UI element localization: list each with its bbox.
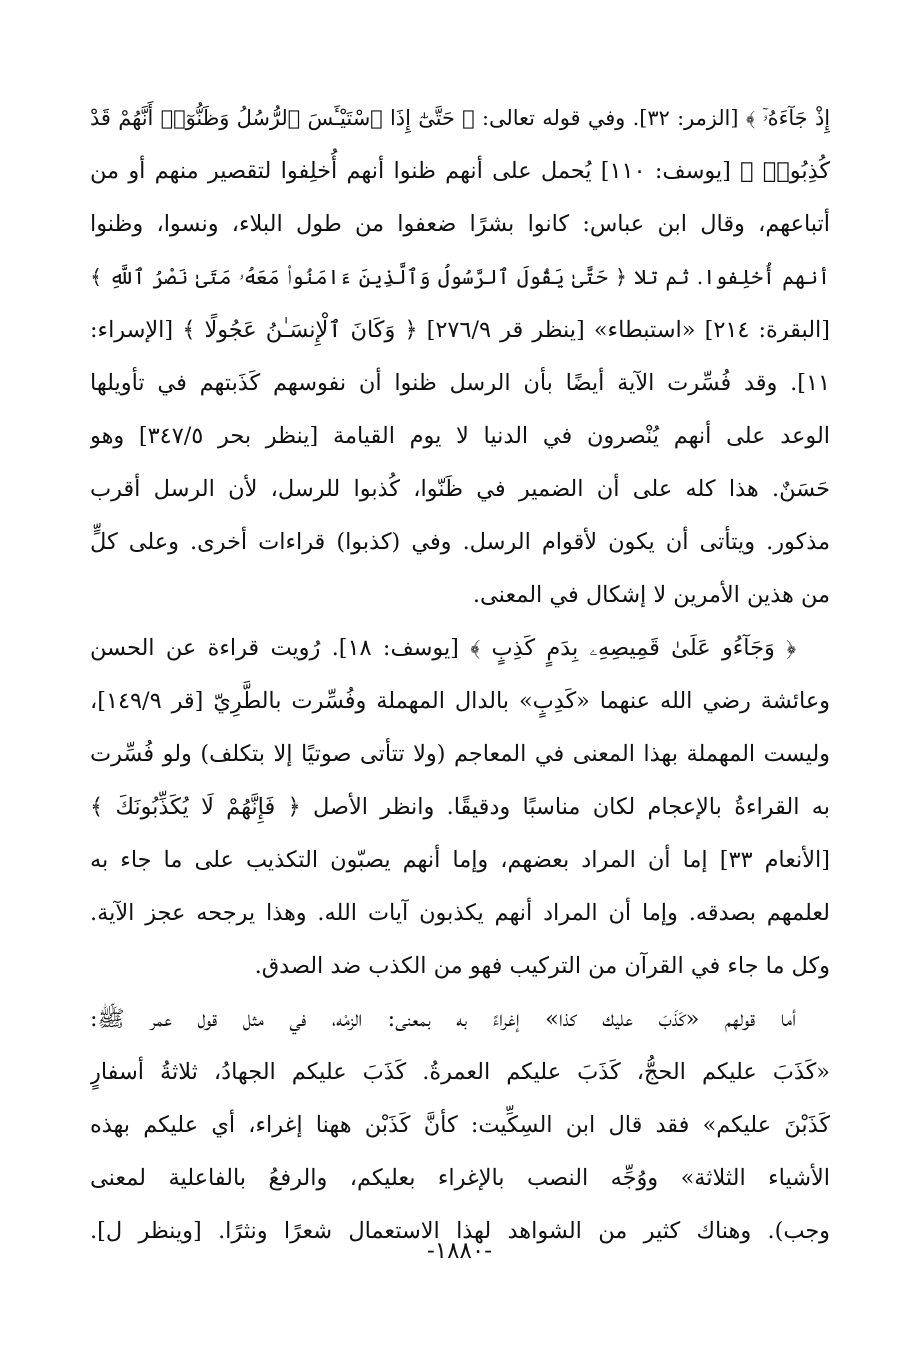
text-line: «كَذَبَ عليكم الحجُّ، كَذَبَ عليكم العمرةُ. كَذَبَ عليكم الجهادُ، ثلاثةُ أسفارٍ (90, 1059, 830, 1085)
text-line: وليست المهملة بهذا المعنى في المعاجم (ولا تتأتى صوتيًا إلا بتكلف) ولو فُسِّرت (90, 741, 830, 767)
text-line: به القراءةُ بالإعجام لكان مناسبًا ودقيقًا. وانظر الأصل ﴿ فَإِنَّهُمْ لَا يُكَذِّبُونَكَ ﴾ (90, 794, 830, 820)
text-line: أما قولهم «كَذَبَ عليك كذا» إغراءً به بمعنى: الزمْه، في مثل قول عمر ﷺ: (90, 1006, 796, 1032)
text-line: إِذْ جَآءَهُۥٓ ﴾ [الزمر: ٣٢]. وفي قوله تعالى: ﴿ حَتَّىٰٓ إِذَا ٱسْتَيْـَٔسَ ٱلرُّسُلُ وَظَنُّوٓا۟ أَنَّهُمْ قَدْ (90, 106, 830, 130)
text-line: لعلمهم بصدقه. وإما أن المراد أنهم يكذبون آيات الله. وهذا يرجحه عجز الآية. (90, 900, 830, 926)
text-line: وكل ما جاء في القرآن من التركيب فهو من الكذب ضد الصدق. (254, 953, 830, 979)
text-line: أنهم أُخلِفوا. ثم تلا ﴿ حَتَّىٰ يَقُولَ ٱلرَّسُولُ وَٱلَّذِينَ ءَامَنُوا۟ مَعَهُۥ مَتَىٰ نَصْرُ ٱللَّهِ ﴾ (90, 265, 830, 289)
text-line: وجب). وهناك كثير من الشواهد لهذا الاستعمال شعرًا ونثرًا. [وينظر ل]. (90, 1218, 830, 1244)
text-line: حَسَنٌ. هذا كله على أن الضمير في ظَنّوا، كُذبوا للرسل، لأن الرسل أقرب (90, 476, 830, 502)
text-line: وعائشة رضي الله عنهما «كَدِبٍ» بالدال المهملة وفُسِّرت بالطَّرِيّ [قر ١٤٩/٩]، (90, 688, 830, 714)
page-number: -١٨٨٠- (427, 1238, 492, 1264)
text-line: [الأنعام ٣٣] إما أن المراد بعضهم، وإما أنهم يصبّون التكذيب على ما جاء به (90, 847, 830, 873)
text-line: مذكور. ويتأتى أن يكون لأقوام الرسل. وفي (كذبوا) قراءات أخرى. وعلى كلٍّ (90, 529, 830, 555)
text-line: الأشياء الثلاثة» ووُجِّه النصب بالإغراء بعليكم، والرفعُ بالفاعلية لمعنى (90, 1165, 830, 1191)
text-line: أتباعهم، وقال ابن عباس: كانوا بشرًا ضعفوا من طول البلاء، ونسوا، وظنوا (90, 211, 830, 237)
paragraph-2 (90, 622, 830, 993)
text-line: من هذين الأمرين لا إشكال في المعنى. (472, 582, 830, 608)
paragraph-3 (90, 993, 830, 1258)
text-line: كَذَبْنَ عليكم» فقد قال ابن السِكِّيت: كأنَّ كَذَبْن ههنا إغراء، أي عليكم بهذه (90, 1112, 830, 1138)
text-line: ﴿ وَجَآءُو عَلَىٰ قَمِيصِهِۦ بِدَمٍ كَذِبٍ ﴾ [يوسف: ١٨]. رُويت قراءة عن الحسن (90, 635, 797, 661)
page-body (90, 92, 830, 1258)
paragraph-1 (90, 92, 830, 622)
text-line: الوعد على أنهم يُنْصرون في الدنيا لا يوم القيامة [ينظر بحر ٣٤٧/٥] وهو (90, 423, 830, 449)
text-line: [البقرة: ٢١٤] «استبطاء» [ينظر قر ٢٧٦/٩] ﴿ وَكَانَ ٱلْإِنسَـٰنُ عَجُولًا ﴾ [الإسراء: (90, 317, 830, 343)
text-line: ١١]. وقد فُسِّرت الآية أيضًا بأن الرسل ظنوا أن نفوسهم كَذَبتهم في تأويلها (90, 370, 830, 396)
text-line: كُذِبُوا۟ ﴾ [يوسف: ١١٠] يُحمل على أنهم ظنوا أنهم أُخلِفوا لتقصير منهم أو من (90, 158, 830, 184)
